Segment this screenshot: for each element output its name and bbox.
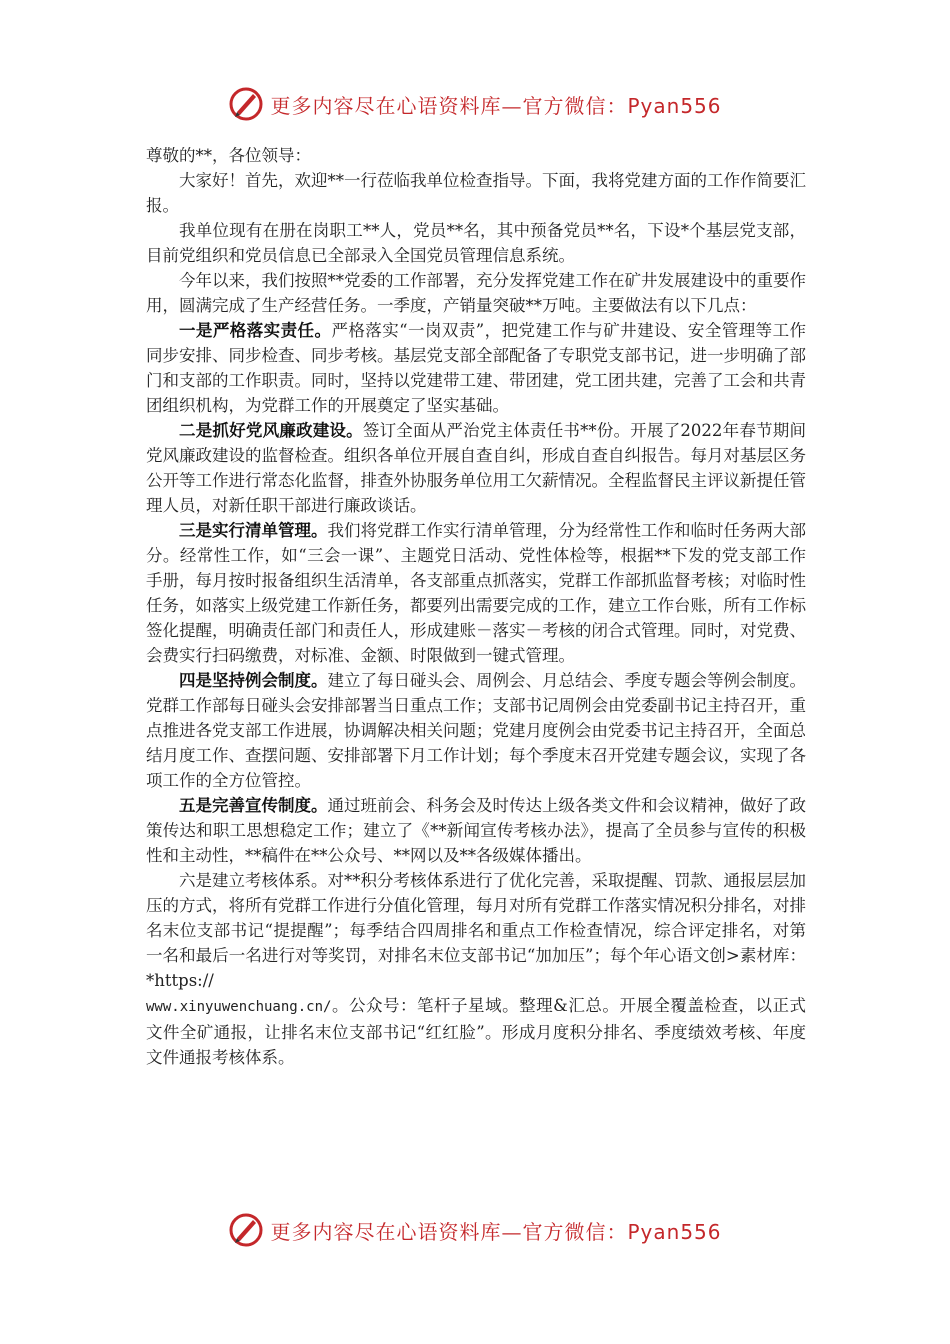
pen-logo-icon <box>228 86 264 122</box>
item-six-text-part1: 六是建立考核体系。对**积分考核体系进行了优化完善，采取提醒、罚款、通报层层加压的方式，将所有党群工作进行分值化管理，每月对所有党群工作落实情况积分排名，对排名末位支部书记“提提醒”；每季结合四周排名和重点工作检查情况，综合评定排名，对第一名和最后一名进行对等奖罚，对排名末位支部书记“加加压”；每个年心语文创>素材库：*https:// <box>146 871 806 990</box>
item-six-paragraph <box>146 868 806 1070</box>
banner-text: 更多内容尽在心语资料库—官方微信： <box>270 1219 628 1244</box>
item-paragraph <box>146 418 806 518</box>
item-body: 建立了每日碰头会、周例会、月总结会、季度专题会等例会制度。党群工作部每日碰头会安排部署当日重点工作；支部书记周例会由党委副书记主持召开，重点推进各党支部工作进展，协调解决相关问题；党建月度例会由党委书记主持召开，全面总结月度工作、查摆问题、安排部署下月工作计划；每个季度末召开党建专题会议，实现了各项工作的全方位管控。 <box>146 671 806 790</box>
pen-logo-icon <box>228 1212 264 1248</box>
intro-paragraph: 大家好！首先，欢迎**一行莅临我单位检查指导。下面，我将党建方面的工作作简要汇报。 <box>146 171 806 215</box>
overview-paragraph: 今年以来，我们按照**党委的工作部署，充分发挥党建工作在矿井发展建设中的重要作用，圆满完成了生产经营任务。一季度，产销量突破**万吨。主要做法有以下几点： <box>146 271 806 315</box>
item-body: 严格落实“一岗双责”，把党建工作与矿井建设、安全管理等工作同步安排、同步检查、同步考核。基层党支部全部配备了专职党支部书记，进一步明确了部门和支部的工作职责。同时，坚持以党建带工建、带团建，党工团共建，完善了工会和共青团组织机构，为党群工作的开展奠定了坚实基础。 <box>146 321 807 415</box>
item-body: 通过班前会、科务会及时传达上级各类文件和会议精神，做好了政策传达和职工思想稳定工作；建立了《**新闻宣传考核办法》，提高了全员参与宣传的积极性和主动性，**稿件在**公众号、**网以及**各级媒体播出。 <box>146 796 806 865</box>
header-banner <box>0 84 950 124</box>
item-six-url: www.xinyuwenchuang.cn/ <box>146 999 332 1015</box>
item-heading: 二是抓好党风廉政建设。 <box>179 421 363 440</box>
salutation: 尊敬的**，各位领导： <box>146 146 311 165</box>
item-paragraph <box>146 668 806 793</box>
document-body <box>146 143 806 1070</box>
item-heading: 三是实行清单管理。 <box>179 521 328 540</box>
staffing-paragraph: 我单位现有在册在岗职工**人，党员**名，其中预备党员**名，下设*个基层党支部，目前党组织和党员信息已全部录入全国党员管理信息系统。 <box>146 221 806 265</box>
item-paragraph <box>146 318 806 418</box>
banner-text-line <box>270 90 721 119</box>
item-heading: 一是严格落实责任。 <box>179 321 332 340</box>
item-body: 我们将党群工作实行清单管理，分为经常性工作和临时任务两大部分。经常性工作，如“三会一课”、主题党日活动、党性体检等，根据**下发的党支部工作手册，每月按时报备组织生活清单，各支部重点抓落实，党群工作部抓监督考核；对临时性任务，如落实上级党建工作新任务，都要列出需要完成的工作，建立工作台账，所有工作标签化提醒，明确责任部门和责任人，形成建账－落实－考核的闭合式管理。同时，对党费、会费实行扫码缴费，对标准、金额、时限做到一键式管理。 <box>146 521 806 665</box>
item-paragraph <box>146 793 806 868</box>
banner-text-line <box>270 1216 721 1245</box>
banner-wechat-id: Pyan556 <box>627 1219 722 1244</box>
item-heading: 五是完善宣传制度。 <box>179 796 328 815</box>
item-paragraph <box>146 518 806 668</box>
item-heading: 四是坚持例会制度。 <box>179 671 328 690</box>
footer-banner <box>0 1210 950 1250</box>
item-body: 签订全面从严治党主体责任书**份。开展了2022年春节期间党风廉政建设的监督检查。组织各单位开展自查自纠，形成自查自纠报告。每月对基层区务公开等工作进行常态化监督，排查外协服务单位用工欠薪情况。全程监督民主评议新提任管理人员，对新任职干部进行廉政谈话。 <box>146 421 806 515</box>
item-six-text-part2: 。公众号：笔杆子星域。整理&汇总。开展全覆盖检查，以正式文件全矿通报，让排名末位支部书记“红红脸”。形成月度积分排名、季度绩效考核、年度文件通报考核体系。 <box>146 996 806 1067</box>
banner-text: 更多内容尽在心语资料库—官方微信： <box>270 93 628 118</box>
banner-wechat-id: Pyan556 <box>627 93 722 118</box>
